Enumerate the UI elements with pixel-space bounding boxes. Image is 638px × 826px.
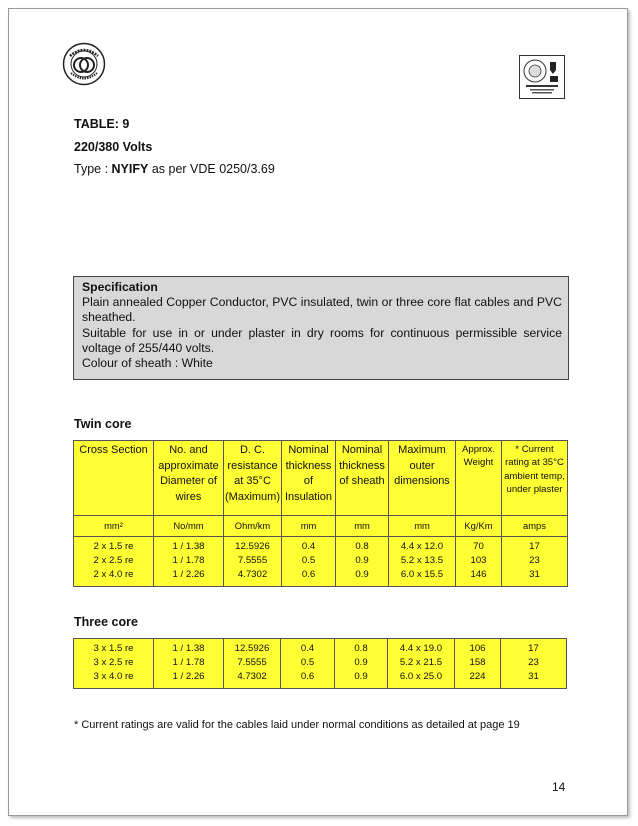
header-dc-resistance: D. C. resistance at 35°C (Maximum) — [224, 441, 282, 516]
table-cell: 1 / 2.26 — [172, 569, 205, 581]
col-sheath — [335, 639, 388, 689]
table-cell: 0.9 — [354, 657, 368, 669]
type-prefix: Type : — [74, 162, 112, 176]
section-twin-core: Twin core — [74, 417, 132, 431]
unit-cell: mm² — [74, 516, 154, 537]
table-cell: 6.0 x 25.0 — [399, 671, 443, 683]
header-current-rating: * Current rating at 35°C ambient temp, under plaster — [502, 441, 568, 516]
table-cell: 0.5 — [301, 555, 316, 567]
table-cell: 3 x 1.5 re — [93, 643, 134, 654]
table-cell: 1 / 1.38 — [172, 541, 205, 552]
data-row-group — [74, 639, 567, 689]
table-cell: 6.0 x 15.5 — [400, 569, 444, 581]
table-title: TABLE: 9 — [74, 117, 130, 131]
table-cell: 0.9 — [355, 569, 369, 581]
section-three-core: Three core — [74, 615, 138, 629]
unit-cell: Ohm/km — [224, 516, 282, 537]
specification-line: Colour of sheath : White — [82, 356, 213, 371]
table-cell: 3 x 4.0 re — [93, 671, 134, 683]
table-cell: 4.4 x 19.0 — [399, 643, 443, 654]
table-cell: 0.8 — [355, 541, 369, 552]
table-cell: 1 / 2.26 — [172, 671, 205, 683]
voltage-rating: 220/380 Volts — [74, 140, 153, 154]
company-seal-logo — [62, 42, 106, 86]
col-current-rating — [501, 639, 567, 689]
page-number: 14 — [552, 780, 566, 794]
specification-box — [73, 276, 569, 380]
col-sheath — [336, 537, 389, 587]
table-cell: 0.6 — [300, 671, 315, 683]
table-cell: 158 — [469, 657, 486, 669]
table-cell: 4.4 x 12.0 — [400, 541, 444, 552]
specification-line: Suitable for use in or under plaster in dry rooms for continuous permissible service voltage of 255/440 volts. — [82, 325, 562, 355]
cable-type — [74, 162, 275, 176]
table-cell: 70 — [473, 541, 484, 552]
table-cell: 12.5926 — [235, 541, 270, 552]
table-cell: 146 — [470, 569, 487, 581]
table-cell: 2 x 4.0 re — [93, 569, 134, 581]
twin-core-table — [73, 440, 568, 587]
table-cell: 5.2 x 21.5 — [399, 657, 443, 669]
three-core-table — [73, 638, 567, 689]
unit-cell: No/mm — [154, 516, 224, 537]
header-sheath: Nominal thickness of sheath — [336, 441, 389, 516]
col-current-rating — [502, 537, 568, 587]
table-cell: 1 / 1.38 — [172, 643, 205, 654]
table-cell: 23 — [528, 657, 539, 669]
col-dc-resistance — [224, 537, 282, 587]
header-cross-section: Cross Section — [74, 441, 154, 516]
table-cell: 31 — [528, 671, 539, 683]
header-row — [74, 441, 568, 516]
table-cell: 4.7302 — [237, 671, 267, 683]
units-row — [74, 516, 568, 537]
table-cell: 1 / 1.78 — [172, 657, 205, 669]
table-cell: 103 — [470, 555, 487, 567]
col-dimensions — [388, 639, 455, 689]
header-weight: Approx. Weight — [456, 441, 502, 516]
unit-cell: amps — [502, 516, 568, 537]
table-cell: 0.6 — [301, 569, 316, 581]
table-cell: 106 — [469, 643, 486, 654]
table-cell: 1 / 1.78 — [172, 555, 205, 567]
data-row-group — [74, 537, 568, 587]
col-cross-section — [74, 639, 154, 689]
table-cell: 5.2 x 13.5 — [400, 555, 444, 567]
col-insulation — [281, 639, 335, 689]
table-cell: 23 — [529, 555, 540, 567]
type-name: NYIFY — [111, 162, 149, 176]
table-cell: 7.5555 — [237, 657, 267, 669]
table-cell: 12.5926 — [234, 643, 270, 654]
table-cell: 4.7302 — [237, 569, 268, 581]
specification-heading: Specification — [82, 280, 158, 294]
table-cell: 2 x 2.5 re — [93, 555, 134, 567]
table-cell: 0.9 — [355, 555, 369, 567]
col-wires — [154, 537, 224, 587]
unit-cell: Kg/Km — [456, 516, 502, 537]
table-cell: 17 — [528, 643, 539, 654]
type-suffix: as per VDE 0250/3.69 — [148, 162, 275, 176]
table-cell: 0.4 — [300, 643, 315, 654]
table-cell: 3 x 2.5 re — [93, 657, 134, 669]
table-cell: 0.4 — [301, 541, 316, 552]
header-wires: No. and approximate Diameter of wires — [154, 441, 224, 516]
unit-cell: mm — [282, 516, 336, 537]
table-cell: 2 x 1.5 re — [93, 541, 134, 552]
col-weight — [456, 537, 502, 587]
col-wires — [154, 639, 224, 689]
specification-line: Plain annealed Copper Conductor, PVC insulated, twin or three core flat cables and PVC sheathed. — [82, 295, 562, 325]
iso-certification-logo — [519, 55, 565, 99]
unit-cell: mm — [336, 516, 389, 537]
col-weight — [455, 639, 501, 689]
header-insulation: Nominal thickness of Insulation — [282, 441, 336, 516]
col-insulation — [282, 537, 336, 587]
col-cross-section — [74, 537, 154, 587]
table-cell: 31 — [529, 569, 540, 581]
table-cell: 7.5555 — [237, 555, 268, 567]
table-cell: 17 — [529, 541, 540, 552]
header-dimensions: Maximum outer dimensions — [389, 441, 456, 516]
footnote: * Current ratings are valid for the cables laid under normal conditions as detailed at page 19 — [74, 719, 520, 731]
table-cell: 0.5 — [300, 657, 315, 669]
table-cell: 0.8 — [354, 643, 368, 654]
table-cell: 224 — [469, 671, 486, 683]
col-dimensions — [389, 537, 456, 587]
table-cell: 0.9 — [354, 671, 368, 683]
col-dc-resistance — [224, 639, 281, 689]
unit-cell: mm — [389, 516, 456, 537]
